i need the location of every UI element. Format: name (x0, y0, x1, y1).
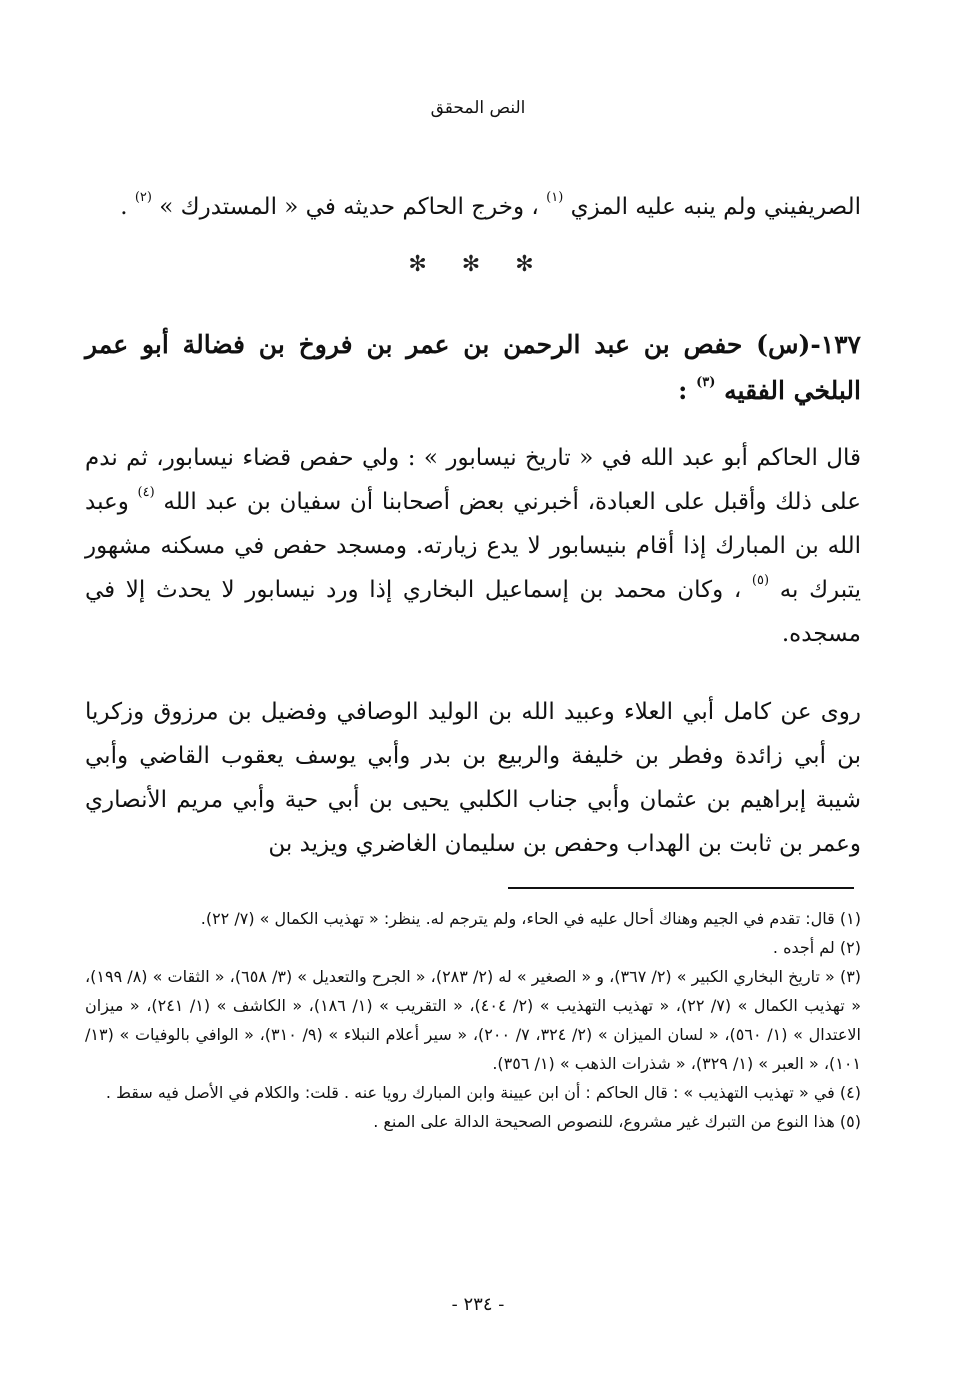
footnote-text: هذا النوع من التبرك غير مشروع، للنصوص الصحيحة الدالة على المنع . (373, 1112, 835, 1131)
biography-text-1: قال الحاكم أبو عبد الله في « تاريخ نيسابور » : ولي حفص قضاء نيسابور، ثم ندم على ذلك وأقبل على العبادة، أخبرني بعض أصحابنا أن سفيان بن عبد الله (85, 445, 862, 515)
footnote-ref-5[interactable]: (٥) (751, 573, 770, 589)
footnote-2 (85, 933, 861, 962)
narrators-paragraph: روى عن كامل أبي العلاء وعبيد الله بن الوليد الوصافي وفضيل بن مرزوق وزكريا بن أبي زائدة وفطر بن خليفة والربيع بن بدر وأبي يوسف يعقوب القاضي وأبي شيبة إبراهيم بن عثمان وأبي جناب الكلبي يحيى بن أبي حية وأبي مريم الأنصاري وعمر بن ثابت بن الهداب وحفص بن سليمان الغاضري ويزيد بن (85, 699, 861, 857)
continuation-end: . (120, 194, 128, 220)
footnote-4 (85, 1078, 861, 1107)
continuation-paragraph (85, 185, 861, 229)
footnotes-section (85, 904, 861, 1136)
footnote-ref-4[interactable]: (٤) (137, 485, 155, 501)
footnote-divider (508, 887, 854, 889)
footnote-ref-1[interactable]: (١) (546, 190, 564, 206)
continuation-text-mid: ، وخرج الحاكم حديثه في « المستدرك » (159, 194, 539, 220)
footnote-text: في « تهذيب التهذيب » : قال الحاكم : أن ابن عيينة وابن المبارك رويا عنه . قلت: والكلام في الأصل فيه سقط . (105, 1083, 835, 1102)
continuation-text: الصريفيني ولم ينبه عليه المزي (570, 194, 861, 220)
footnote-ref-3[interactable]: (٣) (696, 374, 716, 390)
biography-text-3: ، وكان محمد بن إسماعيل البخاري إذا ورد نيسابور لا يحدث إلا في مسجده. (85, 577, 861, 647)
footnote-ref-2[interactable]: (٢) (134, 190, 152, 206)
biography-text-2: وعبد الله بن المبارك إذا أقام بنيسابور لا يدع زيارته. ومسجد حفص في مسكنه مشهور يتبرك به (85, 489, 861, 603)
footnote-label: (١) (839, 909, 861, 928)
entry-heading (85, 322, 861, 414)
entry-title-text: ١٣٧-(س) حفص بن عبد الرحمن بن عمر بن فروخ بن فضالة أبو عمر البلخي الفقيه (85, 330, 861, 405)
footnote-text: قال: تقدم في الجيم وهناك أحال عليه في الحاء، ولم يترجم له. ينظر: « تهذيب الكمال » (٧/ ٢٢). (200, 909, 835, 928)
footnote-label: (٢) (839, 938, 861, 957)
footnote-label: (٣) (839, 967, 862, 986)
footnote-label: (٥) (839, 1112, 861, 1131)
footnote-label: (٤) (839, 1083, 861, 1102)
footnote-text: « تاريخ البخاري الكبير » (٢/ ٣٦٧)، و « الصغير » له (٢/ ٢٨٣)، « الجرح والتعديل » (٣/ ٦٥٨)، « الثقات » (٨/ ١٩٩)، « تهذيب الكمال » (٧/ ٢٢)، « تهذيب التهذيب » (٢/ ٤٠٤)، « التقريب » (١/ ١٨٦)، « الكاشف » (١/ ٢٤١)، « ميزان الاعتدال » (١/ ٥٦٠)، « لسان الميزان » (٢/ ٣٢٤، ٧/ ٢٠٠)، « سير أعلام النبلاء » (٩/ ٣١٠)، « الوافي بالوفيات » (١٣/ ١٠١)، « العبر » (١/ ٣٢٩)، « شذرات الذهب » (١/ ٣٥٦). (85, 967, 861, 1073)
footnote-5 (85, 1107, 861, 1136)
running-header: النص المحقق (430, 98, 526, 118)
page-number: - ٢٣٤ - (451, 1294, 505, 1315)
footnote-3 (85, 962, 861, 1078)
entry-title-end: : (678, 376, 688, 405)
footnote-text: لم أجده . (772, 938, 835, 957)
footnote-1 (85, 904, 861, 933)
biography-paragraph (85, 436, 861, 656)
section-separator: ✻ ✻ ✻ (408, 252, 548, 277)
